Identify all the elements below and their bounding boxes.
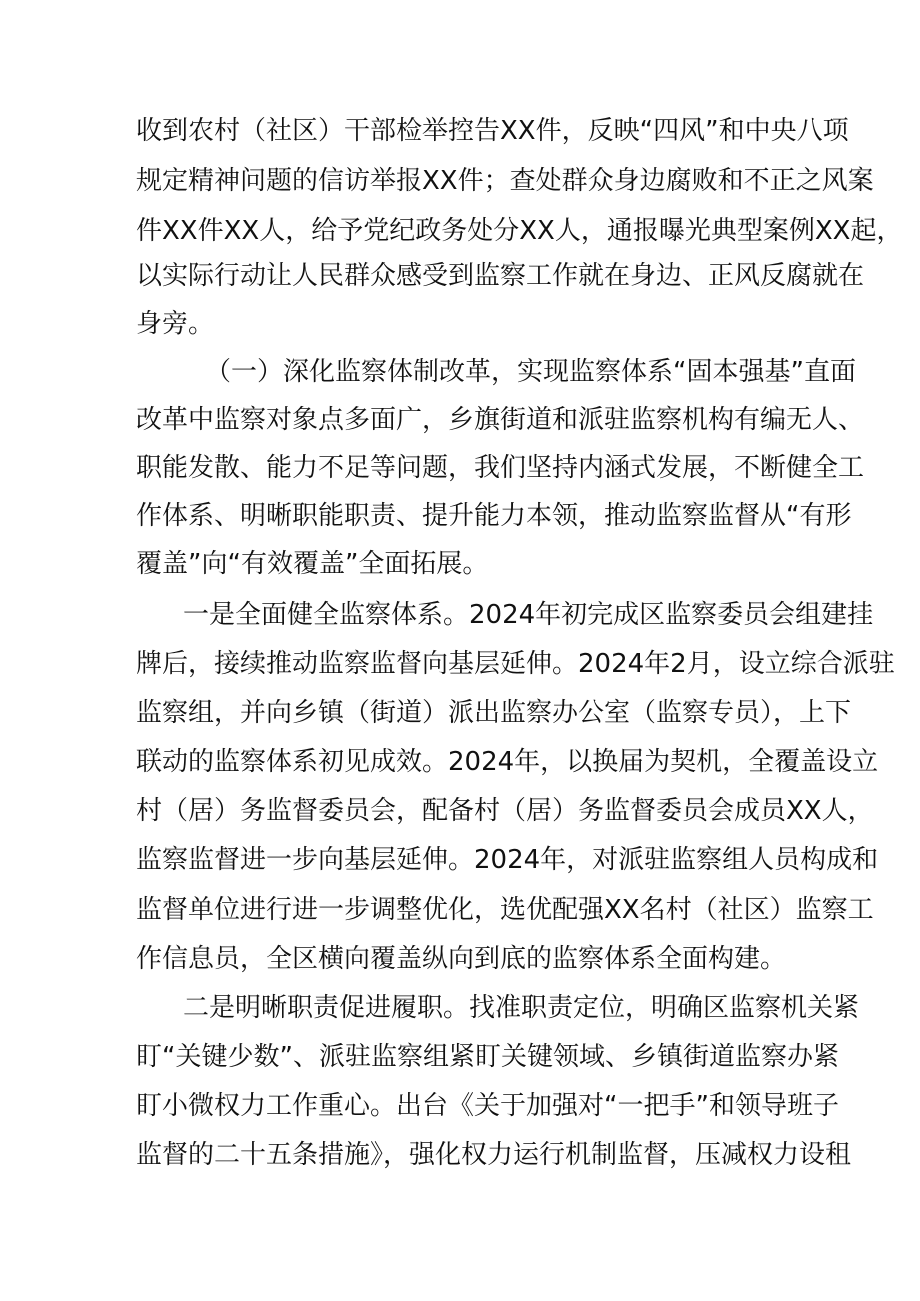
text-line-20: 盯“关键少数”、派驻监察组紧盯关键领域、乡镇街道监察办紧 (136, 1042, 839, 1072)
text-line-7: 改革中监察对象点多面广，乡旗街道和派驻监察机构有编无人、 (136, 405, 865, 435)
paragraph-start-line: 一是全面健全监察体系。2024年初完成区监察委员会组建挂 (183, 600, 874, 630)
text-line-10: 覆盖”向“有效覆盖”全面拓展。 (136, 549, 489, 579)
text-line-1: 收到农村（社区）干部检举控告XX件，反映“四风”和中央八项 (136, 116, 849, 146)
text-line-15: 村（居）务监督委员会，配备村（居）务监督委员会成员XX人， (136, 796, 874, 826)
text-line-17: 监督单位进行进一步调整优化，选优配强XX名村（社区）监察工 (136, 895, 874, 925)
text-line-12: 牌后，接续推动监察监督向基层延伸。2024年2月，设立综合派驻 (136, 649, 895, 679)
text-line-18: 作信息员，全区横向覆盖纵向到底的监察体系全面构建。 (136, 944, 787, 974)
text-line-16: 监察监督进一步向基层延伸。2024年，对派驻监察组人员构成和 (136, 845, 879, 875)
text-line-8: 职能发散、能力不足等问题，我们坚持内涵式发展，不断健全工 (136, 453, 865, 483)
text-line-14: 联动的监察体系初见成效。2024年，以换届为契机，全覆盖设立 (136, 747, 879, 777)
text-line-5: 身旁。 (136, 309, 215, 339)
text-line-13: 监察组，并向乡镇（街道）派出监察办公室（监察专员），上下 (136, 698, 852, 728)
section-heading-line: （一）深化监察体制改革，实现监察体系“固本强基”直面 (205, 357, 856, 387)
text-line-4: 以实际行动让人民群众感受到监察工作就在身边、正风反腐就在 (136, 261, 865, 291)
text-line-2: 规定精神问题的信访举报XX件；查处群众身边腐败和不正之风案 (136, 166, 874, 196)
text-line-22: 监督的二十五条措施》，强化权力运行机制监督，压减权力设租 (136, 1140, 852, 1170)
paragraph-start-line-2: 二是明晰职责促进履职。找准职责定位，明确区监察机关紧 (183, 993, 860, 1023)
text-line-21: 盯小微权力工作重心。出台《关于加强对“一把手”和领导班子 (136, 1091, 839, 1121)
text-line-9: 作体系、明晰职能职责、提升能力本领，推动监察监督从“有形 (136, 501, 852, 531)
text-line-3: 件XX件XX人，给予党纪政务处分XX人，通报曝光典型案例XX起， (136, 216, 903, 246)
